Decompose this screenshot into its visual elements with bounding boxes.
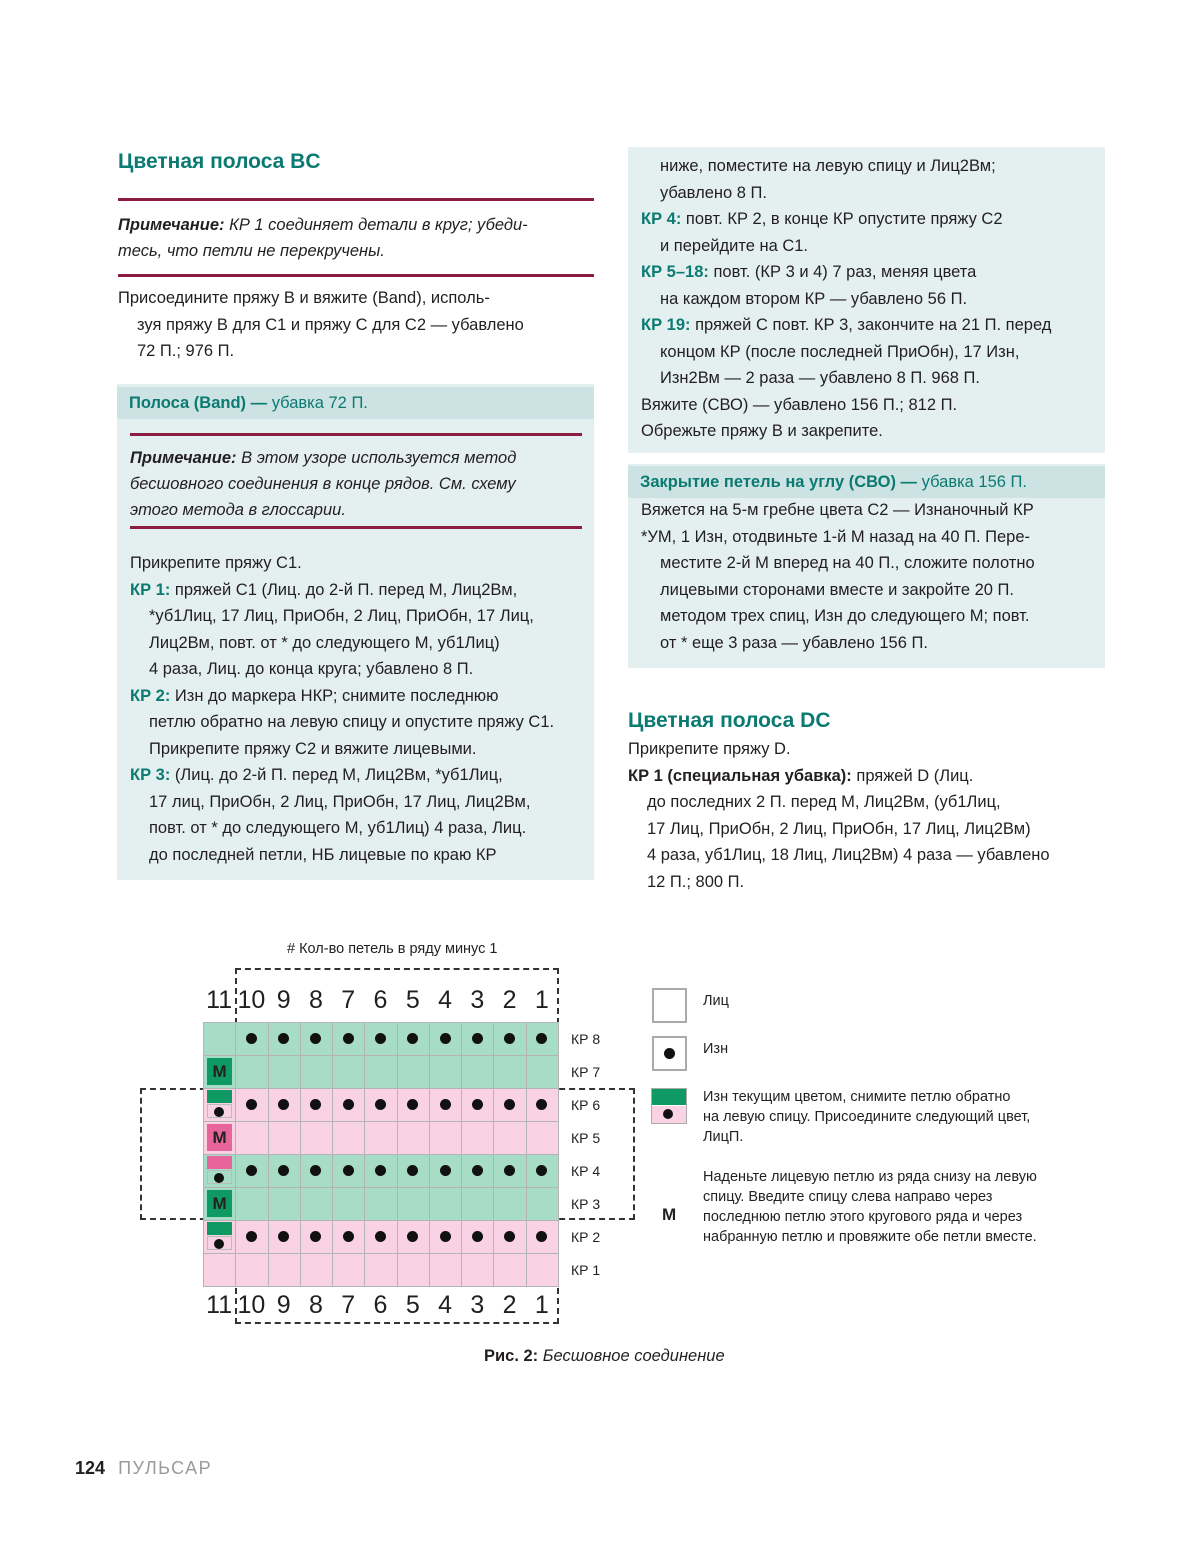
chart-cell — [493, 1055, 526, 1089]
column-number-bottom: 4 — [438, 1291, 452, 1319]
slip-top — [207, 1222, 232, 1235]
column-number-top: 8 — [309, 986, 323, 1014]
purl-dot-icon — [440, 1033, 451, 1044]
chart-cell — [493, 1121, 526, 1155]
continued-instructions: ниже, поместите на левую спицу и Лиц2Вм; убавлено 8 П. КР 4: повт. КР 2, в конце КР опустите пряжу C2 и перейдите на C1. КР 5–18: повт. (КР 3 и 4) 7 раз, меняя цвета на каждом втором КР — убавлено 56 П. КР 19: пряжей C повт. КР 3, закончите на 21 П. перед концом КР (после последней ПриОбн), 17 Изн, Изн2Вм — 2 раза — убавлено 8 П. 968 П. Вяжите (СВО) — убавлено 156 П.; 812 П. Обрежьте пряжу B и закрепите. — [641, 157, 1052, 440]
column-number-bottom: 1 — [534, 1291, 549, 1319]
chart-cell — [461, 1121, 494, 1155]
column-number-bottom: 10 — [237, 1291, 266, 1319]
band-instructions: Прикрепите пряжу C1. КР 1: пряжей C1 (Лиц. до 2-й П. перед М, Лиц2Вм, *уб1Лиц, 17 Лиц, ПриОбн, 2 Лиц, ПриОбн, 17 Лиц, Лиц2Вм, повт. от * до следующего М, уб1Лиц) 4 раза, Лиц. до конца круга; убавлено 8 П. КР 2: Изн до маркера НКР; снимите последнюю петлю обратно на левую спицу и опустите пряжу C1. Прикрепите пряжу C2 и вяжите лицевыми. КР 3: (Лиц. до 2-й П. перед М, Лиц2Вм, *уб1Лиц, 17 лиц, ПриОбн, 2 Лиц, ПриОбн, 17 Лиц, Лиц2Вм, повт. от * до следующего М, уб1Лиц) 4 раза, Лиц. до последней петли, НБ лицевые по краю КР — [130, 554, 555, 864]
chart-cell — [235, 1187, 268, 1221]
column-number-bottom: 7 — [341, 1291, 356, 1319]
purl-dot-icon — [472, 1231, 483, 1242]
chart-cell — [364, 1055, 397, 1089]
legend-slip-symbol — [651, 1088, 687, 1124]
column-number-bottom: 9 — [276, 1291, 291, 1319]
marker-cell: M — [207, 1190, 232, 1217]
purl-dot-icon — [343, 1231, 354, 1242]
chart-cell — [429, 1253, 462, 1287]
bind-off-instructions: Вяжется на 5-м гребне цвета C2 — Изнаночный КР *УМ, 1 Изн, отодвиньте 1-й М назад на 40 П. Пере- местите 2-й М вперед на 40 П., сложите полотно лицевыми сторонами вместе и закройте 20 П. методом трех спиц, Изн до следующего М; повт. от * еще 3 раза — убавлено 156 П. — [641, 501, 1035, 652]
divider — [130, 526, 582, 529]
bind-off-box-header: Закрытие петель на углу (СВО) — убавка 156 П. — [628, 466, 1105, 498]
legend-marker-text: Наденьте лицевую петлю из ряда снизу на левую спицу. Введите спицу слева направо через последнюю петлю этого кругового ряда и через набранную петлю и провяжите обе петли вместе. — [703, 1169, 1037, 1245]
chart-cell — [397, 1121, 430, 1155]
purl-dot-icon — [472, 1099, 483, 1110]
row-label: КР 6 — [571, 1096, 601, 1113]
chart-cell — [268, 1055, 301, 1089]
chart-cell — [429, 1055, 462, 1089]
chart-cell — [268, 1187, 301, 1221]
purl-dot-icon — [664, 1048, 675, 1059]
chart-cell — [429, 1187, 462, 1221]
column-number-bottom: 8 — [309, 1291, 323, 1319]
purl-dot-icon — [440, 1231, 451, 1242]
chart-cell — [235, 1253, 268, 1287]
chart-cell — [364, 1253, 397, 1287]
column-number-top: 10 — [237, 986, 266, 1014]
chart-cell — [364, 1187, 397, 1221]
purl-dot-icon — [472, 1165, 483, 1176]
chart-cell — [235, 1121, 268, 1155]
note-band: Примечание: В этом узоре используется метод бесшовного соединения в конце рядов. См. схему этого метода в глоссарии. — [130, 449, 517, 519]
band-box-header: Полоса (Band) — убавка 72 П. — [117, 387, 594, 419]
slip-top — [207, 1090, 232, 1103]
column-number-bottom: 2 — [502, 1291, 517, 1319]
column-number-bottom: 3 — [470, 1291, 485, 1319]
slip-top — [207, 1156, 232, 1169]
row-label: КР 8 — [571, 1030, 601, 1047]
purl-dot-icon — [343, 1165, 354, 1176]
marker-cell: M — [207, 1058, 232, 1085]
divider — [118, 274, 594, 277]
row-label: КР 7 — [571, 1063, 601, 1080]
row-label: КР 2 — [571, 1228, 601, 1245]
purl-dot-icon — [504, 1033, 515, 1044]
purl-dot-icon — [440, 1165, 451, 1176]
chart-cell — [332, 1253, 365, 1287]
chart-cell — [429, 1121, 462, 1155]
purl-dot-icon — [504, 1099, 515, 1110]
figure-caption: Рис. 2: Бесшовное соединение — [484, 1347, 725, 1365]
column-number-bottom: 6 — [373, 1291, 388, 1319]
intro-paragraph: Присоедините пряжу B и вяжите (Band), исполь- зуя пряжу B для C1 и пряжу C для C2 — убавлено 72 П.; 976 П. — [118, 289, 524, 360]
purl-dot-icon — [343, 1033, 354, 1044]
chart-cell — [268, 1121, 301, 1155]
legend-knit-label: Лиц — [703, 993, 729, 1009]
chart-cell — [397, 1253, 430, 1287]
row-label: КР 5 — [571, 1129, 601, 1146]
column-number-top: 4 — [438, 986, 452, 1014]
purl-dot-icon — [246, 1033, 257, 1044]
note-bc: Примечание: КР 1 соединяет детали в круг; убеди- тесь, что петли не перекручены. — [118, 216, 528, 260]
chart-cell — [364, 1121, 397, 1155]
chart-cell — [526, 1253, 559, 1287]
purl-dot-icon — [375, 1165, 386, 1176]
column-number-top: 1 — [534, 986, 549, 1014]
section-heading-bc: Цветная полоса BC — [118, 150, 321, 173]
magazine-title: ПУЛЬСАР — [118, 1458, 213, 1478]
chart-cell — [493, 1253, 526, 1287]
column-number-top: 5 — [405, 986, 420, 1014]
purl-dot-icon — [375, 1231, 386, 1242]
column-number-top: 2 — [502, 986, 517, 1014]
column-number-top: 11 — [206, 986, 233, 1014]
chart-top-caption: # Кол-во петель в ряду минус 1 — [287, 941, 498, 957]
row-label: КР 1 — [571, 1261, 601, 1278]
chart-cell — [461, 1253, 494, 1287]
chart-cell — [268, 1253, 301, 1287]
legend-marker-symbol: M — [662, 1205, 677, 1224]
legend-knit-symbol — [652, 988, 687, 1023]
row-label: КР 4 — [571, 1162, 601, 1179]
page-number: 124 — [75, 1458, 106, 1478]
row-label: КР 3 — [571, 1195, 601, 1212]
chart-cell — [493, 1187, 526, 1221]
legend-purl-label: Изн — [703, 1041, 729, 1057]
divider — [130, 433, 582, 436]
purl-dot-icon — [440, 1099, 451, 1110]
column-number-bottom: 11 — [206, 1291, 233, 1319]
chart-cell-edge — [203, 1022, 236, 1056]
chart-cell — [526, 1055, 559, 1089]
purl-dot-icon — [472, 1033, 483, 1044]
purl-dot-icon — [343, 1099, 354, 1110]
chart-cell — [397, 1055, 430, 1089]
chart-cell — [332, 1121, 365, 1155]
column-number-top: 3 — [470, 986, 485, 1014]
purl-dot-icon — [375, 1033, 386, 1044]
legend-slip-text: Изн текущим цветом, снимите петлю обратно на левую спицу. Присоедините следующий цвет, ЛицП. — [703, 1089, 1031, 1145]
chart-cell — [461, 1187, 494, 1221]
note-label: Примечание: — [118, 216, 225, 234]
column-number-bottom: 5 — [405, 1291, 420, 1319]
marker-cell: M — [207, 1124, 232, 1151]
chart-cell — [300, 1253, 333, 1287]
purl-dot-icon — [663, 1109, 673, 1119]
purl-dot-icon — [504, 1165, 515, 1176]
divider — [118, 198, 594, 201]
chart-cell — [300, 1187, 333, 1221]
purl-dot-icon — [246, 1165, 257, 1176]
purl-dot-icon — [504, 1231, 515, 1242]
column-number-top: 7 — [341, 986, 356, 1014]
chart-cell — [526, 1187, 559, 1221]
purl-dot-icon — [246, 1231, 257, 1242]
column-number-top: 6 — [373, 986, 388, 1014]
chart-cell — [461, 1055, 494, 1089]
chart-cell — [300, 1121, 333, 1155]
chart-cell-edge — [203, 1253, 236, 1287]
chart-cell — [300, 1055, 333, 1089]
chart-cell — [397, 1187, 430, 1221]
chart-cell — [526, 1121, 559, 1155]
footer — [75, 1458, 212, 1479]
section-heading-dc: Цветная полоса DC — [628, 709, 831, 732]
purl-dot-icon — [246, 1099, 257, 1110]
chart-cell — [332, 1055, 365, 1089]
dc-instructions: Прикрепите пряжу D. КР 1 (специальная убавка): пряжей D (Лиц. до последних 2 П. перед М, Лиц2Вм, (уб1Лиц, 17 Лиц, ПриОбн, 2 Лиц, ПриОбн, 17 Лиц, Лиц2Вм) 4 раза, уб1Лиц, 18 Лиц, Лиц2Вм) 4 раза — убавлено 12 П.; 800 П. — [628, 740, 1050, 891]
chart-cell — [235, 1055, 268, 1089]
column-number-top: 9 — [276, 986, 291, 1014]
purl-dot-icon — [375, 1099, 386, 1110]
legend-purl-symbol — [652, 1036, 687, 1071]
chart-cell — [332, 1187, 365, 1221]
